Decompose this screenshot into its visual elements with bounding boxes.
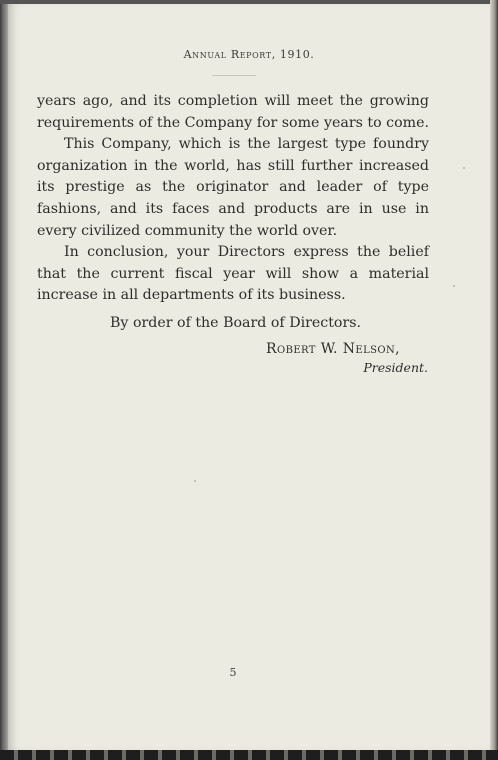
header-rule (212, 75, 256, 76)
paragraph-company: This Company, which is the largest type foundry organization in the world, has still further increased its prestige as the originator and leader of type fashions, and its faces and products are in use in every civilized community the world over. (37, 136, 429, 239)
running-header: Annual Report, 1910. (183, 48, 315, 61)
signer-name: Robert W. Nelson, (266, 341, 400, 357)
right-scan-edge (490, 0, 498, 760)
page-number: 5 (229, 666, 237, 679)
body-text (37, 91, 429, 307)
signer-title: President. (363, 360, 428, 375)
paragraph-conclusion: In conclusion, your Directors express the belief that the current fiscal year will show a material increase in all departments of its business. (37, 244, 429, 304)
paragraph-continuation: years ago, and its completion will meet the growing requirements of the Company for some years to come. (37, 93, 429, 131)
paper-speck (453, 285, 455, 287)
closing-line: By order of the Board of Directors. (110, 315, 362, 331)
paper-speck (463, 167, 465, 169)
paper-speck (194, 480, 196, 482)
bottom-scan-edge (0, 750, 498, 760)
